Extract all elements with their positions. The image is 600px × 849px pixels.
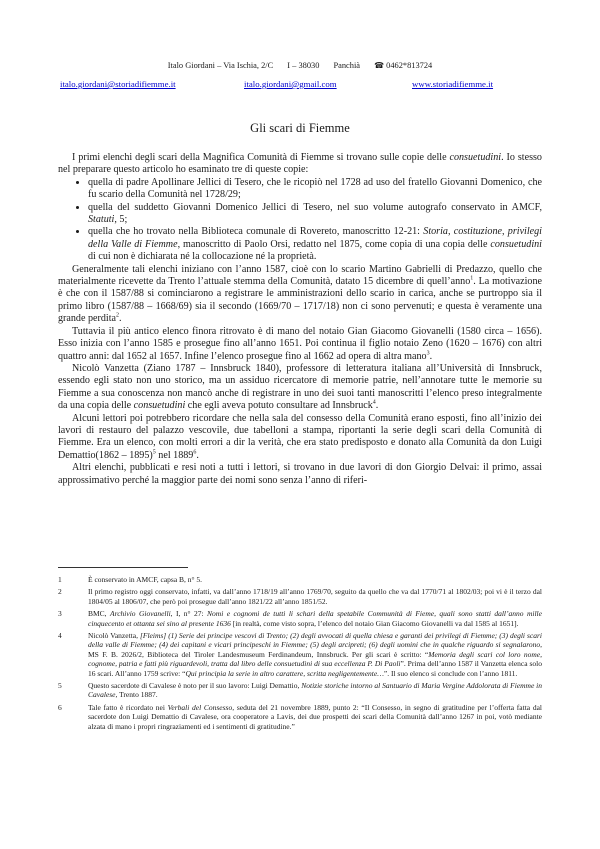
footnote [58,609,542,628]
email-link-gmail[interactable]: italo.giordani@gmail.com [244,79,337,89]
text-run: I primi elenchi degli scari della Magnifica Comunità di Fiemme si trovano sulle copie delle [72,152,450,163]
footnote-ref[interactable]: 6 [193,449,197,456]
text-run: . [375,400,379,412]
text-run: Tuttavia il più antico elenco finora ritrovato è di mano del notaio Gian Giacomo Giovanelli (1580 circa – 1656). Esso inizia con l’anno 1585 e prosegue fino all’anno 1651. Poi continua il figlio notaio Zeno (1620 – 1676) con altri quattro anni: dal 1652 al 1657. Infine l’elenco prosegue fino al 1662 ad opera di altra mano [58,325,542,362]
footnotes [58,575,542,734]
text-run: . La motivazione è che con il 1587/88 si cominciarono a registrare le amministrazioni dello scario in carica, anche se purtroppo sia il primo libro (1587/88 – 1668/69) sia il secondo (1669/70 – 1717/18) non ci sono pervenuti; e questa è veramente una grande perdita [58,276,543,325]
text-run: . [196,449,199,461]
footnote-ref[interactable]: 2 [116,312,120,319]
footnote-text: ”. Prima dell’anno 1587 il Vanzetta elenca solo 16 scari. All’anno 1759 scrive: “ [88,659,542,678]
list-item [88,202,542,227]
footnote-text: Nicolò Vanzetta, [88,631,140,641]
footnote-separator [58,567,188,568]
footnote-ref[interactable]: 4 [372,399,376,406]
text-run: quella del suddetto Giovanni Domenico Jellici di Tesero, nel suo volume autografo conservato in AMCF, [88,201,542,213]
text-run: . [429,350,433,362]
footnote-number: 4 [58,631,62,641]
text-run: . [119,313,122,325]
footnote-number: 3 [58,609,62,619]
footnote-number: 2 [58,587,62,597]
footnote [58,587,542,606]
header-address-line: Italo Giordani – Via Ischia, 2/C I – 38030 Panchià ☎ 0462*813724 [167,61,433,70]
text-run: . Io stesso nel preparare questo articolo ho esaminato tre di queste copie: [58,152,542,176]
document-title: Gli scari di Fiemme [250,121,350,135]
footnote-number: 6 [58,702,62,712]
footnote-ref[interactable]: 5 [152,449,156,456]
website-link[interactable]: www.storiadifiemme.it [412,79,494,89]
text-run: quella che ho trovato nella Biblioteca comunale di Rovereto, manoscritto 12-21: [88,226,424,238]
paragraph-3 [58,326,542,363]
footnote-ref[interactable]: 1 [470,275,474,282]
email-link-storiadifiemme[interactable]: italo.giordani@storiadifiemme.it [60,79,176,89]
footnote-text: , seduta del 21 novembre 1889, punto 2: “Il Consesso, in segno di gratitudine per l’offerta fatta dal sacerdote don Luigi Demattio di Cavalese, ora cooperatore a Lavis, dei due prospetti dei scari della Comunità dall’anno 1267 in poi, votò mediante alzata di mano i propri ringraziamenti ed i sentimenti di gratitudine.” [88,702,543,731]
paragraph-5 [58,413,542,463]
paragraph-2 [58,264,542,326]
header-links [60,79,540,93]
text-run: Altri elenchi, pubblicati e resi noti a tutti i lettori, si trovano in due lavori di don Giorgio Delvai: il primo, assai approssimativo perché la maggior parte dei nomi sono senza l’anno di riferi- [58,462,542,486]
footnote-number: 1 [58,575,62,584]
footnote-text: , MS F. B. 2026/2, Biblioteca del Tiroler Landesmuseum Ferdinandeum, Innsbruck. Per gli scari è scritto: “ [88,640,542,659]
footnote [58,575,542,584]
footnote-italic: Notizie storiche intorno al Santuario di Maria Vergine Addolorata di Fiemme in Cavalese [88,681,542,700]
footnote-text: ”. Il suo elenco si conclude con l’anno 1811. [383,668,518,678]
text-run: Alcuni lettori poi potrebbero ricordare che nella sala del consesso della Comunità erano esposti, fino all’inizio dei lavori di restauro del palazzo vescovile, due tabelloni a stampa, riportanti la serie degli scari della Comunità di Fiemme. Era un elenco, con molti errori a dir la verità, che era stato predisposto e donato alla Comunità da don Luigi Demattio(1862 – 1895) [58,412,542,461]
text-run: quella di padre Apollinare Jellici di Tesero, che le ricopiò nel 1728 ad uso del fratello Giovanni Domenico, che fu scario della Comunità nel 1728/29; [88,176,542,201]
italic-term: Statuti [88,214,115,226]
text-run: , 5; [114,214,128,226]
footnote-text: BMC, [88,609,110,619]
footnote-italic: Verbali del Consesso [167,702,233,712]
postal-code: I – 38030 [287,61,320,70]
text-run: che egli aveva potuto consultare ad Innsbruck [185,400,373,412]
document-body [58,152,542,487]
list-item [88,177,542,202]
footnote-italic: [Fleims] (1) Serie dei principe vescovi di Trento; (2) degli avvocati di quella chiesa e garanti dei privilegi di Fiemme; (3) degli scari della valle di Fiemme; (4) dei capitani e vicari principeschi in Fiemme; (5) degli arcipreti; (6) degli uomini che in qualche riguardo si segnalarono [88,631,542,650]
text-run: di cui non è dichiarata né la collocazione né la proprietà. [88,251,317,263]
footnote-text: Tale fatto è ricordato nei [88,702,168,712]
paragraph-1 [58,152,542,177]
paragraph-4 [58,363,542,413]
list-item [88,226,542,263]
copies-list [58,177,542,264]
footnote-italic: Archivio Giovanelli [110,609,171,619]
text-run: nel 1889 [155,449,194,461]
telephone-icon: ☎ [374,61,385,70]
footnote-ref[interactable]: 3 [426,350,430,357]
footnote-text: Il primo registro oggi conservato, infatti, va dall’anno 1718/19 all’anno 1769/70, seguito da quello che va dal 1770/71 al 1802/03; poi vi è il terzo dal 1804/05 al 1806/07, che però poi prosegue dall’anno 1821/22 all’anno 1851/52. [88,587,542,606]
italic-term: consuetudini [490,238,542,250]
street-address: Via Ischia, 2/C [223,61,274,70]
footnote-italic: Memoria degli scari col loro nome, cognome, patria e fatti più riguardevoli, tratta dal libro delle consuetudini di sua eccellenza P. Di Paoli [88,649,543,669]
footnote-text: Questo sacerdote di Cavalese è noto per il suo lavoro: Luigi Demattio, [88,681,302,691]
footnote [58,703,542,731]
footnote-text: , Trento 1887. [115,690,158,700]
author-name: Italo Giordani [167,61,215,70]
footnote-number: 5 [58,681,62,691]
footnote-italic: Nomi e cognomi de tutti li schari della spetabile Communità di Fieme, quali sono statti dall’anno mille cinquecento et ottanta sei sino al presente 1636 [88,609,542,628]
footnote-text: , I, n° 27: [170,609,208,619]
footnote-italic: Qui principia la serie in altro carattere, scritta negligentemente… [185,668,384,678]
phone-number: 0462*813724 [386,61,433,70]
footnote-text: È conservato in AMCF, capsa B, n° 5. [88,575,203,584]
footnote [58,631,542,678]
text-run: , manoscritto di Paolo Orsi, redatto nel 1875, come copia di una copia delle [177,238,491,250]
footnote [58,681,542,700]
text-run: Generalmente tali elenchi iniziano con l’anno 1587, cioè con lo scario Martino Gabrielli di Predazzo, quello che materialmente ricevette da Trento l’attuale stemma della Comunità, datato 15 dicembre di quell’anno [58,263,542,288]
city: Panchià [333,61,360,70]
text-run: Nicolò Vanzetta (Ziano 1787 – Innsbruck 1840), professore di letteratura italiana all’Università di Innsbruck, essendo egli stato non uno storico, ma un assiduo ricercatore di memorie patrie, nell’annotare tutte le memorie su Fiemme a sua conoscenza non mancò anche di registrare in uno dei suoi tanti manoscritti l’elenco preso integralmente da una copia delle [58,362,542,412]
footnote-text: [in realtà, come visto sopra, l’elenco del notaio Gian Giacomo Giovanelli va dal 1585 al 1651]. [230,618,519,628]
paragraph-6 [58,462,542,487]
italic-term: consuetudini [449,152,502,163]
italic-term: consuetudini [133,400,186,412]
italic-term: Storia, costituzione, privilegi della Valle di Fiemme [88,226,542,250]
